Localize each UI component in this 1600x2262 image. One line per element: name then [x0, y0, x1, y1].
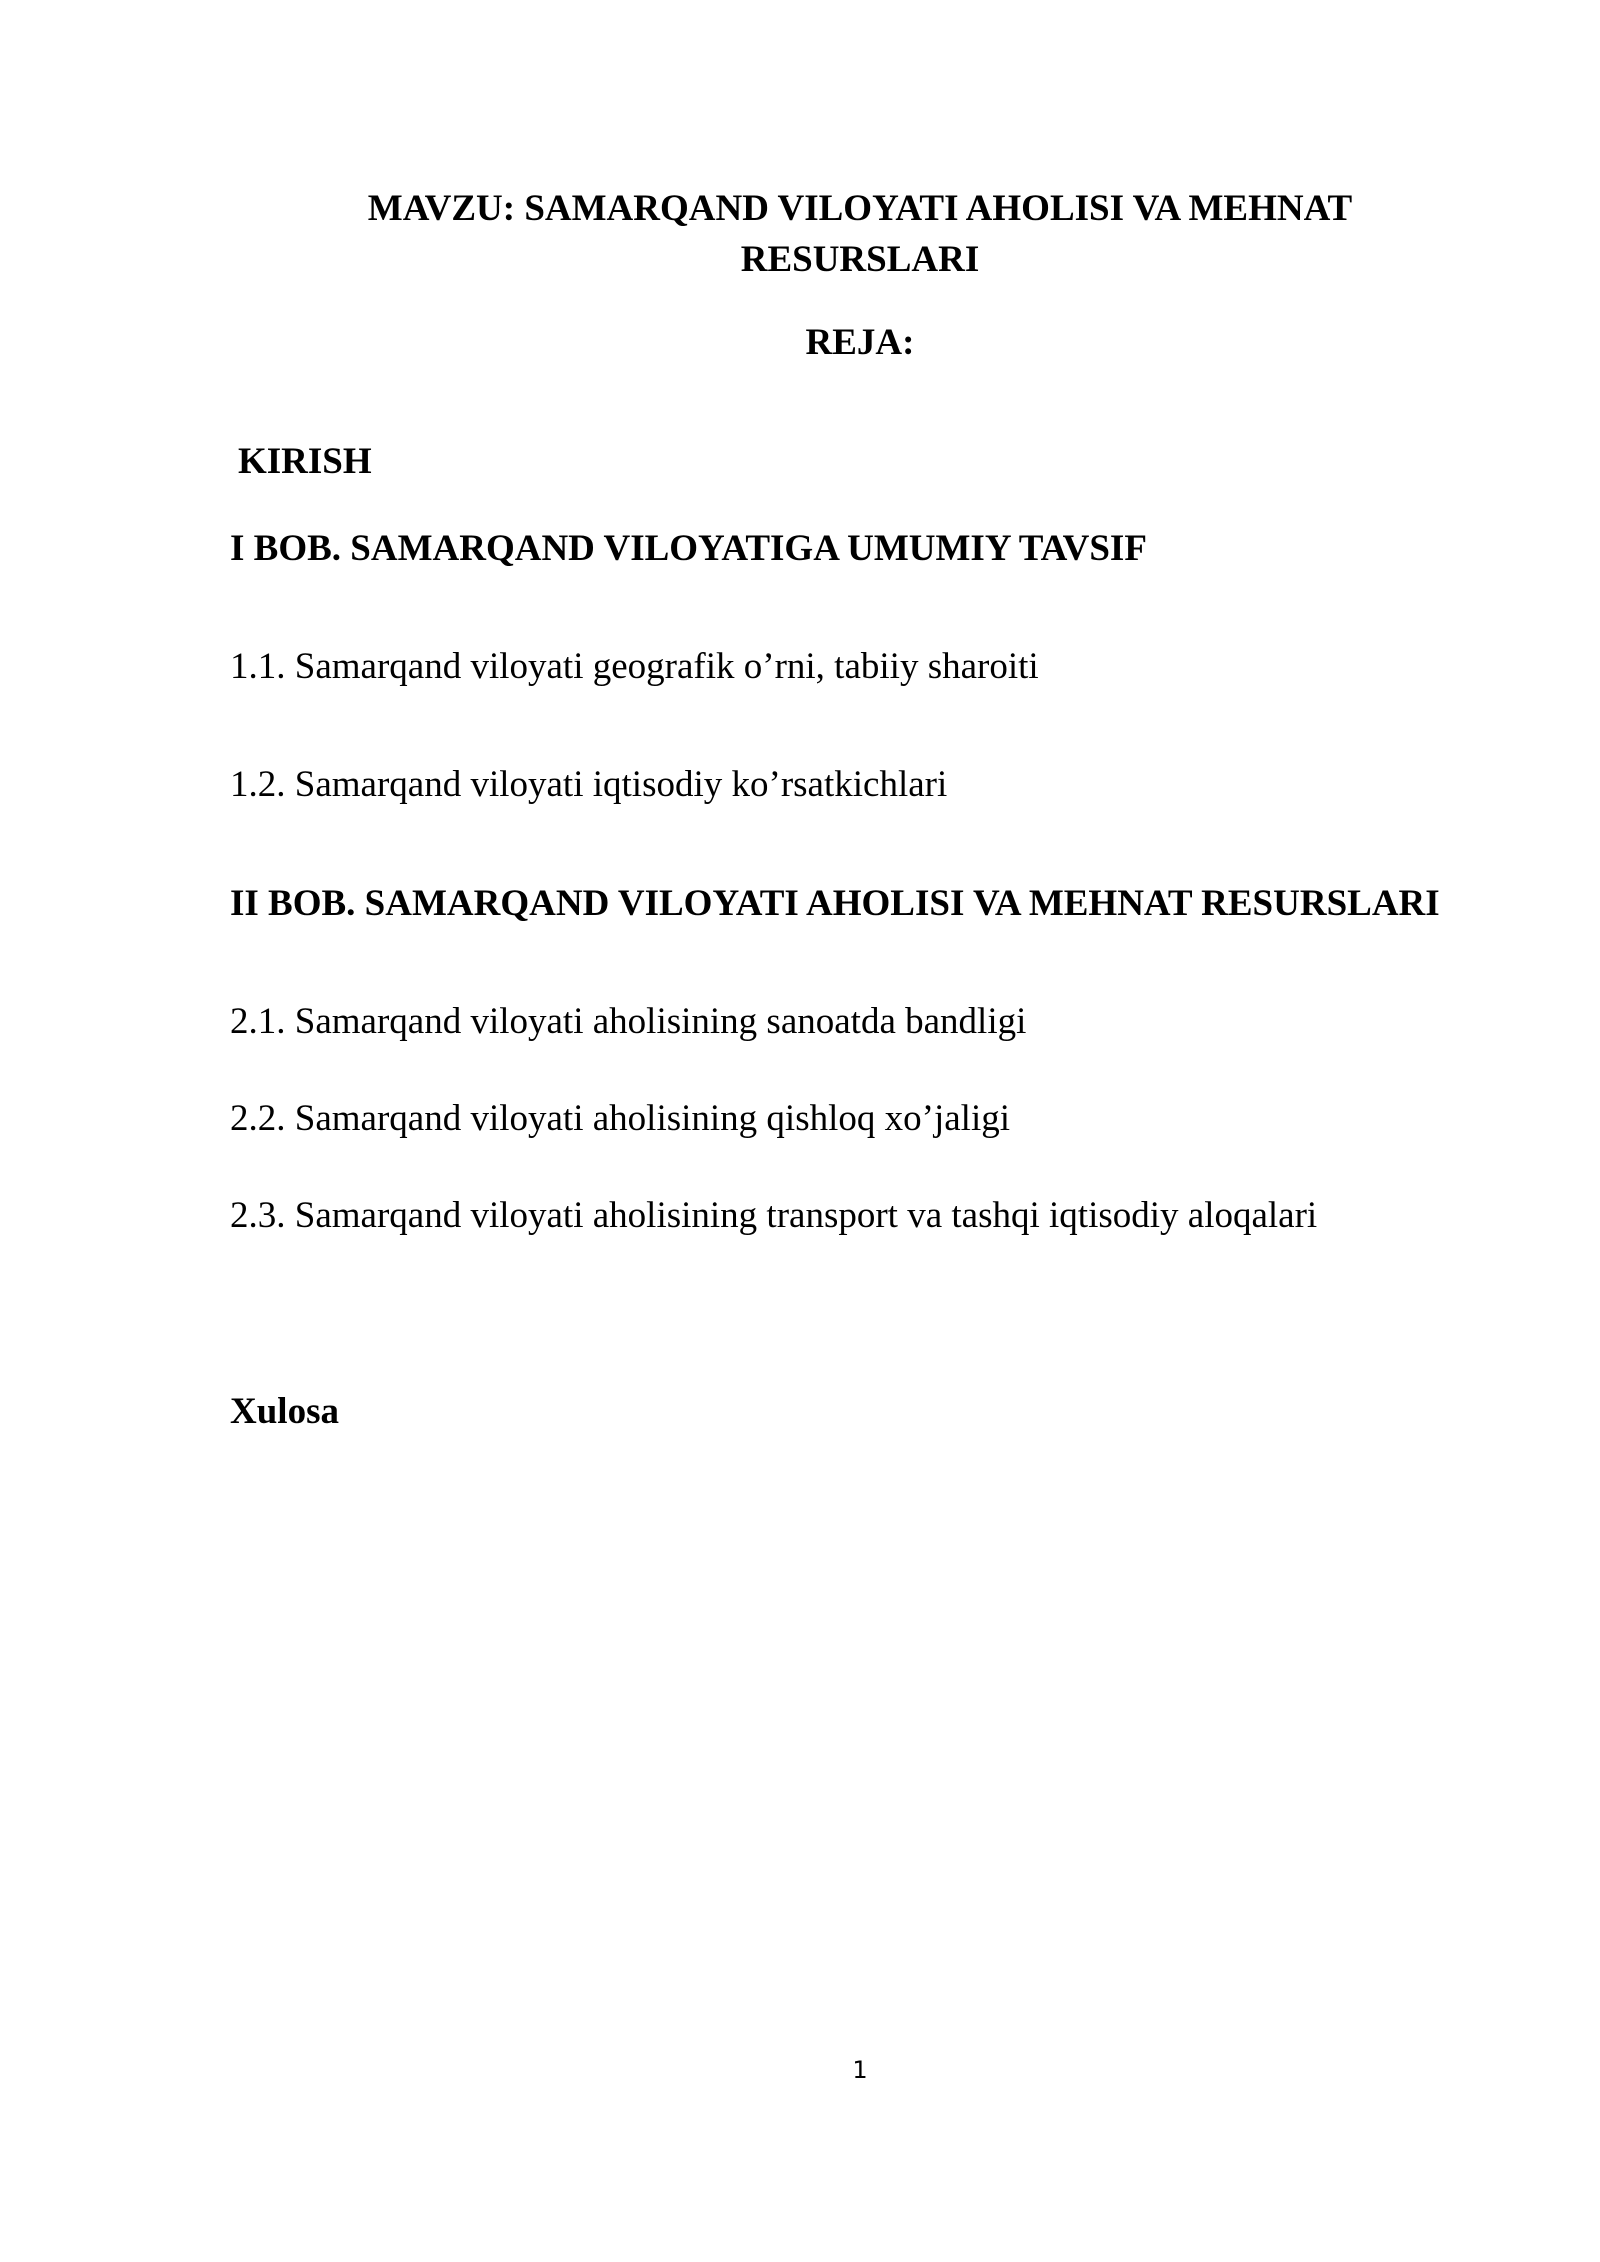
- conclusion-heading: Xulosa: [230, 1391, 339, 1432]
- document-title: MAVZU: SAMARQAND VILOYATI AHOLISI VA MEHNAT RESURSLARI: [367, 188, 1353, 280]
- section-2-2: 2.2. Samarqand viloyati aholisining qishloq xo’jaligi: [230, 1098, 1010, 1139]
- page-number: 1: [852, 2056, 868, 2084]
- plan-heading: REJA:: [805, 322, 915, 363]
- section-2-3: 2.3. Samarqand viloyati aholisining transport va tashqi iqtisodiy aloqalari: [230, 1195, 1318, 1236]
- section-1-2: 1.2. Samarqand viloyati iqtisodiy ko’rsatkichlari: [230, 764, 948, 805]
- intro-heading: KIRISH: [238, 441, 372, 482]
- chapter2-title: II BOB. SAMARQAND VILOYATI AHOLISI VA MEHNAT RESURSLARI: [230, 883, 1440, 924]
- section-1-1: 1.1. Samarqand viloyati geografik o’rni, tabiiy sharoiti: [230, 646, 1039, 687]
- chapter1-title: I BOB. SAMARQAND VILOYATIGA UMUMIY TAVSIF: [230, 528, 1147, 569]
- section-2-1: 2.1. Samarqand viloyati aholisining sanoatda bandligi: [230, 1001, 1027, 1042]
